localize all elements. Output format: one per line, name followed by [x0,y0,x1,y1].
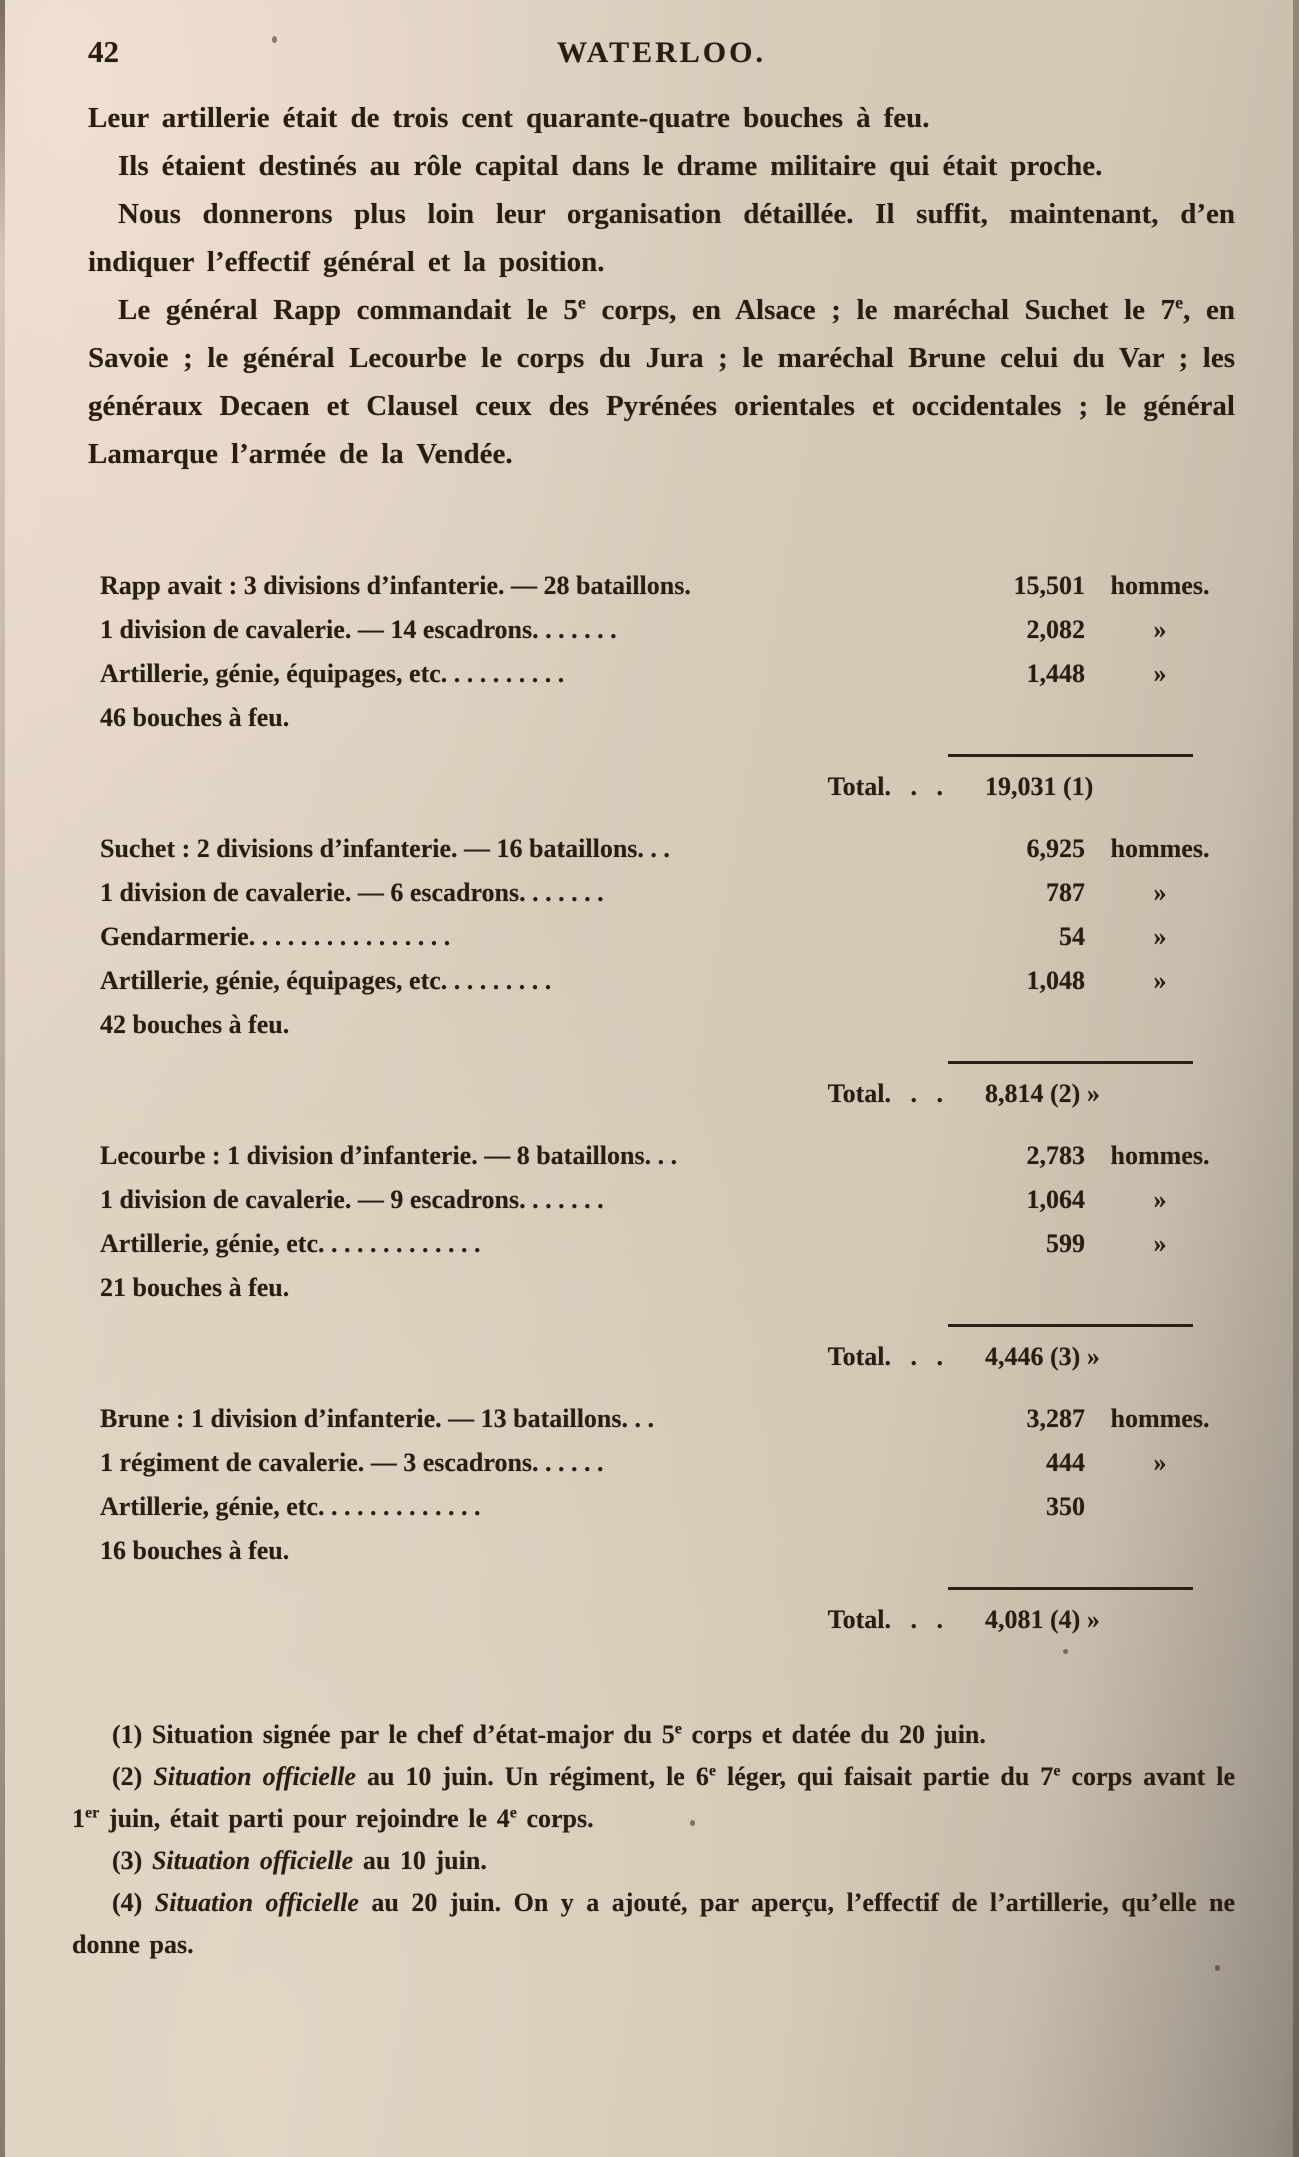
row-label: 21 bouches à feu. [100,1273,290,1302]
table-row [100,1485,1235,1529]
total-label: Total. . . [827,772,943,801]
row-unit: hommes. [1110,834,1210,863]
row-value: 3,287 [1026,1404,1085,1433]
footnote-2: (2) Situation officielle au 10 juin. Un régiment, le 6e léger, qui faisait partie du 7e corps avant le 1er juin, était parti pour rejoindre le 4e corps. [72,1762,1236,1833]
section-lecourbe [100,1134,1235,1379]
table-row [100,1529,1235,1573]
total-row [100,1335,1235,1379]
paragraph: Leur artillerie était de trois cent quarante-quatre bouches à feu. [88,102,930,134]
row-label: 1 régiment de cavalerie. — 3 escadrons. . . . . . [100,1448,604,1477]
total-row [100,765,1235,809]
row-unit: hommes. [1110,571,1210,600]
running-title: WATERLOO. [557,36,766,69]
table-row [100,1397,1235,1441]
total-label: Total. . . [827,1605,943,1634]
table-row [100,1003,1235,1047]
row-label: Artillerie, génie, etc. . . . . . . . . . . . . [100,1229,481,1258]
row-value: 1,048 [1026,966,1085,995]
row-unit: » [1153,659,1167,688]
row-label: 46 bouches à feu. [100,703,290,732]
row-label: Lecourbe : 1 division d’infanterie. — 8 bataillons. . . [100,1141,678,1170]
row-unit: » [1153,1448,1167,1477]
row-label: 1 division de cavalerie. — 14 escadrons. . . . . . . [100,615,617,644]
paragraph: Nous donnerons plus loin leur organisation détaillée. Il suffit, maintenant, d’en indiquer l’effectif général et la position. [88,198,1235,278]
row-label: 1 division de cavalerie. — 9 escadrons. . . . . . . [100,1185,604,1214]
footnote-4: (4) Situation officielle au 20 juin. On y a ajouté, par aperçu, l’effectif de l’artillerie, qu’elle ne donne pas. [72,1888,1235,1959]
row-value: 350 [1046,1492,1085,1521]
row-label: 16 bouches à feu. [100,1536,290,1565]
section-brune [100,1397,1235,1642]
row-unit: » [1153,878,1167,907]
table-row [100,959,1235,1003]
row-value: 787 [1046,878,1085,907]
footnote-1: (1) Situation signée par le chef d’état-major du 5e corps et datée du 20 juin. [112,1720,986,1749]
row-label: Artillerie, génie, équipages, etc. . . . . . . . . . [100,659,565,688]
row-value: 54 [1059,922,1085,951]
page-header [88,34,1235,70]
row-value: 2,082 [1026,615,1085,644]
footnote-3: (3) Situation officielle au 10 juin. [112,1846,487,1875]
table-row [100,827,1235,871]
total-rule [948,1587,1193,1590]
table-row [100,608,1235,652]
row-label: Artillerie, génie, etc. . . . . . . . . . . . . [100,1492,481,1521]
row-value: 444 [1046,1448,1085,1477]
table-row [100,696,1235,740]
row-label: Brune : 1 division d’infanterie. — 13 bataillons. . . [100,1404,654,1433]
table-row [100,1266,1235,1310]
row-value: 599 [1046,1229,1085,1258]
row-value: 15,501 [1013,571,1085,600]
table-row [100,652,1235,696]
total-row [100,1072,1235,1116]
table-row [100,1222,1235,1266]
total-value: 19,031 (1) [985,772,1094,801]
total-value: 8,814 (2) » [985,1079,1100,1108]
section-suchet [100,827,1235,1116]
page-number: 42 [88,34,119,69]
row-label: Gendarmerie. . . . . . . . . . . . . . . . [100,922,451,951]
row-unit: hommes. [1110,1404,1210,1433]
table-row [100,1441,1235,1485]
row-unit: » [1153,966,1167,995]
table-row [100,1134,1235,1178]
table-row [100,915,1235,959]
total-label: Total. . . [827,1342,943,1371]
row-unit: hommes. [1110,1141,1210,1170]
section-rapp [100,564,1235,809]
row-label: Artillerie, génie, équipages, etc. . . . . . . . . [100,966,552,995]
row-unit: » [1153,1229,1167,1258]
row-value: 6,925 [1026,834,1085,863]
total-label: Total. . . [827,1079,943,1108]
row-unit: » [1153,1185,1167,1214]
row-label: 42 bouches à feu. [100,1010,290,1039]
table-row [100,564,1235,608]
total-rule [948,1061,1193,1064]
row-unit: » [1153,922,1167,951]
total-rule [948,754,1193,757]
paragraph: Le général Rapp commandait le 5e corps, en Alsace ; le maréchal Suchet le 7e, en Savoie ; le général Lecourbe le corps du Jura ; le maréchal Brune celui du Var ; les généraux Decaen et Clausel ceux des Pyrénées orientales et occidentales ; le général Lamarque l’armée de la Vendée. [88,292,1235,470]
row-label: Suchet : 2 divisions d’infanterie. — 16 bataillons. . . [100,834,670,863]
total-row [100,1598,1235,1642]
row-value: 2,783 [1026,1141,1085,1170]
footnotes [72,1714,1235,1966]
row-label: 1 division de cavalerie. — 6 escadrons. . . . . . . [100,878,604,907]
total-value: 4,446 (3) » [985,1342,1100,1371]
total-rule [948,1324,1193,1327]
row-unit: » [1153,615,1167,644]
table-row [100,1178,1235,1222]
troop-strength-tables [100,564,1235,1642]
row-value: 1,064 [1026,1185,1085,1214]
row-label: Rapp avait : 3 divisions d’infanterie. — 28 bataillons. [100,571,691,600]
table-row [100,871,1235,915]
paragraph: Ils étaient destinés au rôle capital dans le drame militaire qui était proche. [118,150,1103,182]
row-value: 1,448 [1026,659,1085,688]
total-value: 4,081 (4) » [985,1605,1100,1634]
